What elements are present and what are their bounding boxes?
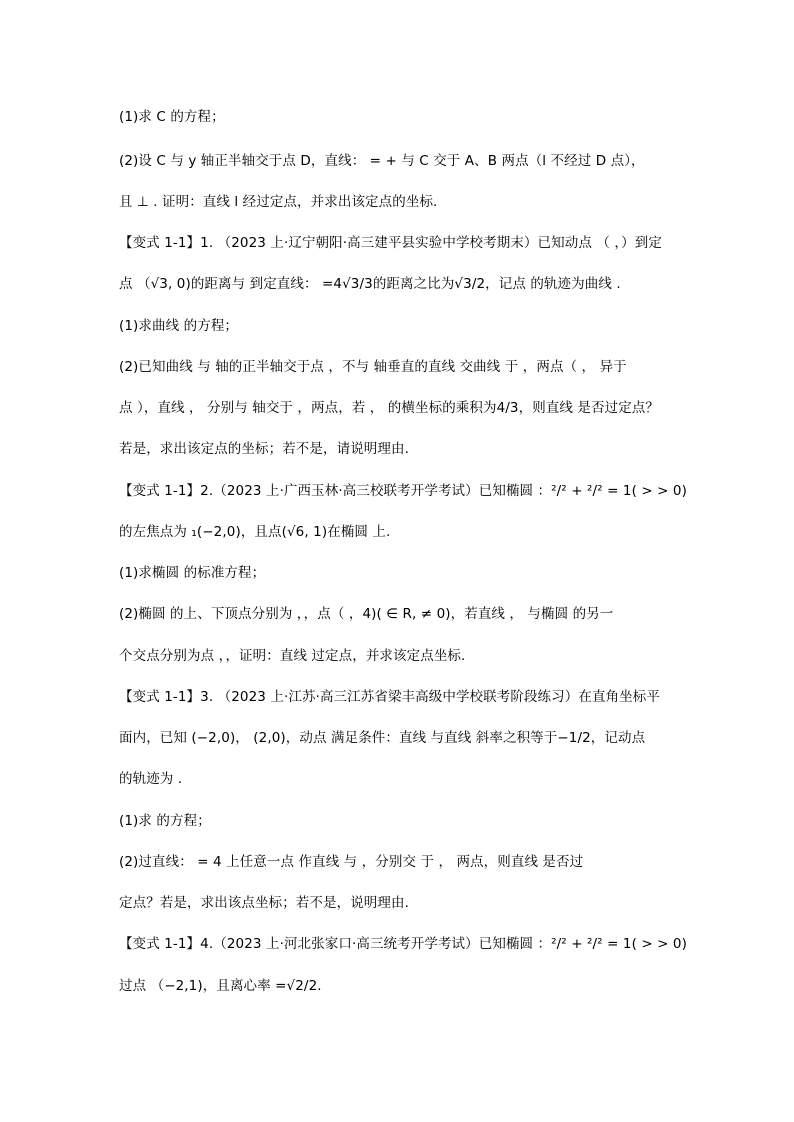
text-line-22: 过点 （−2,1)，且离心率 =√2/2. xyxy=(119,978,322,994)
text-line-14: 个交点分别为点 ，，证明：直线 过定点，并求该定点坐标. xyxy=(119,648,466,664)
text-line-10: 【变式 1-1】2.（2023 上·广西玉林·高三校联考开学考试）已知椭圆 ：²/² + ²/² = 1( > > 0) xyxy=(119,483,687,499)
text-line-21: 【变式 1-1】4.（2023 上·河北张家口·高三统考开学考试）已知椭圆 ：²/² + ²/² = 1( > > 0) xyxy=(119,936,687,952)
text-line-19: (2)过直线： = 4 上任意一点 作直线 与 ，分别交 于 ， 两点，则直线 是否过 xyxy=(119,854,584,870)
text-line-16: 面内，已知 (−2,0)， (2,0)，动点 满足条件：直线 与直线 斜率之积等于−1/2，记动点 xyxy=(119,730,646,746)
text-line-13: (2)椭圆 的上、下顶点分别为 ，，点（ ，4)( ∈ R, ≠ 0)，若直线 ， 与椭圆 的另一 xyxy=(119,606,614,622)
text-line-9: 若是，求出该定点的坐标；若不是，请说明理由. xyxy=(119,441,409,457)
text-line-7: (2)已知曲线 与 轴的正半轴交于点 ，不与 轴垂直的直线 交曲线 于 ，两点（ ， 异于 xyxy=(119,359,627,375)
text-line-1: (1)求 C 的方程； xyxy=(119,109,225,125)
text-line-20: 定点？若是，求出该点坐标；若不是，说明理由. xyxy=(119,895,409,911)
text-line-12: (1)求椭圆 的标准方程； xyxy=(119,565,266,581)
text-line-4: 【变式 1-1】1. （2023 上·辽宁朝阳·高三建平县实验中学校考期末）已知动点 （ ，）到定 xyxy=(119,235,662,251)
text-line-6: (1)求曲线 的方程； xyxy=(119,318,239,334)
text-line-2: (2)设 C 与 y 轴正半轴交于点 D，直线： = + 与 C 交于 A、B 两点（l 不经过 D 点）， xyxy=(119,153,645,169)
text-line-3: 且 ⊥ . 证明：直线 l 经过定点，并求出该定点的坐标. xyxy=(119,194,438,210)
text-line-17: 的轨迹为 . xyxy=(119,771,183,787)
text-line-5: 点 （√3, 0)的距离与 到定直线： =4√3/3的距离之比为√3/2，记点 的轨迹为曲线 . xyxy=(119,276,621,292)
text-line-8: 点 ），直线 ， 分别与 轴交于 ，两点，若 ， 的横坐标的乘积为4/3，则直线 是否过定点？ xyxy=(119,400,660,416)
text-line-11: 的左焦点为 ₁(−2,0)，且点(√6, 1)在椭圆 上. xyxy=(119,524,391,540)
text-line-18: (1)求 的方程； xyxy=(119,813,211,829)
text-line-15: 【变式 1-1】3. （2023 上·江苏·高三江苏省梁丰高级中学校联考阶段练习）在直角坐标平 xyxy=(119,689,660,705)
